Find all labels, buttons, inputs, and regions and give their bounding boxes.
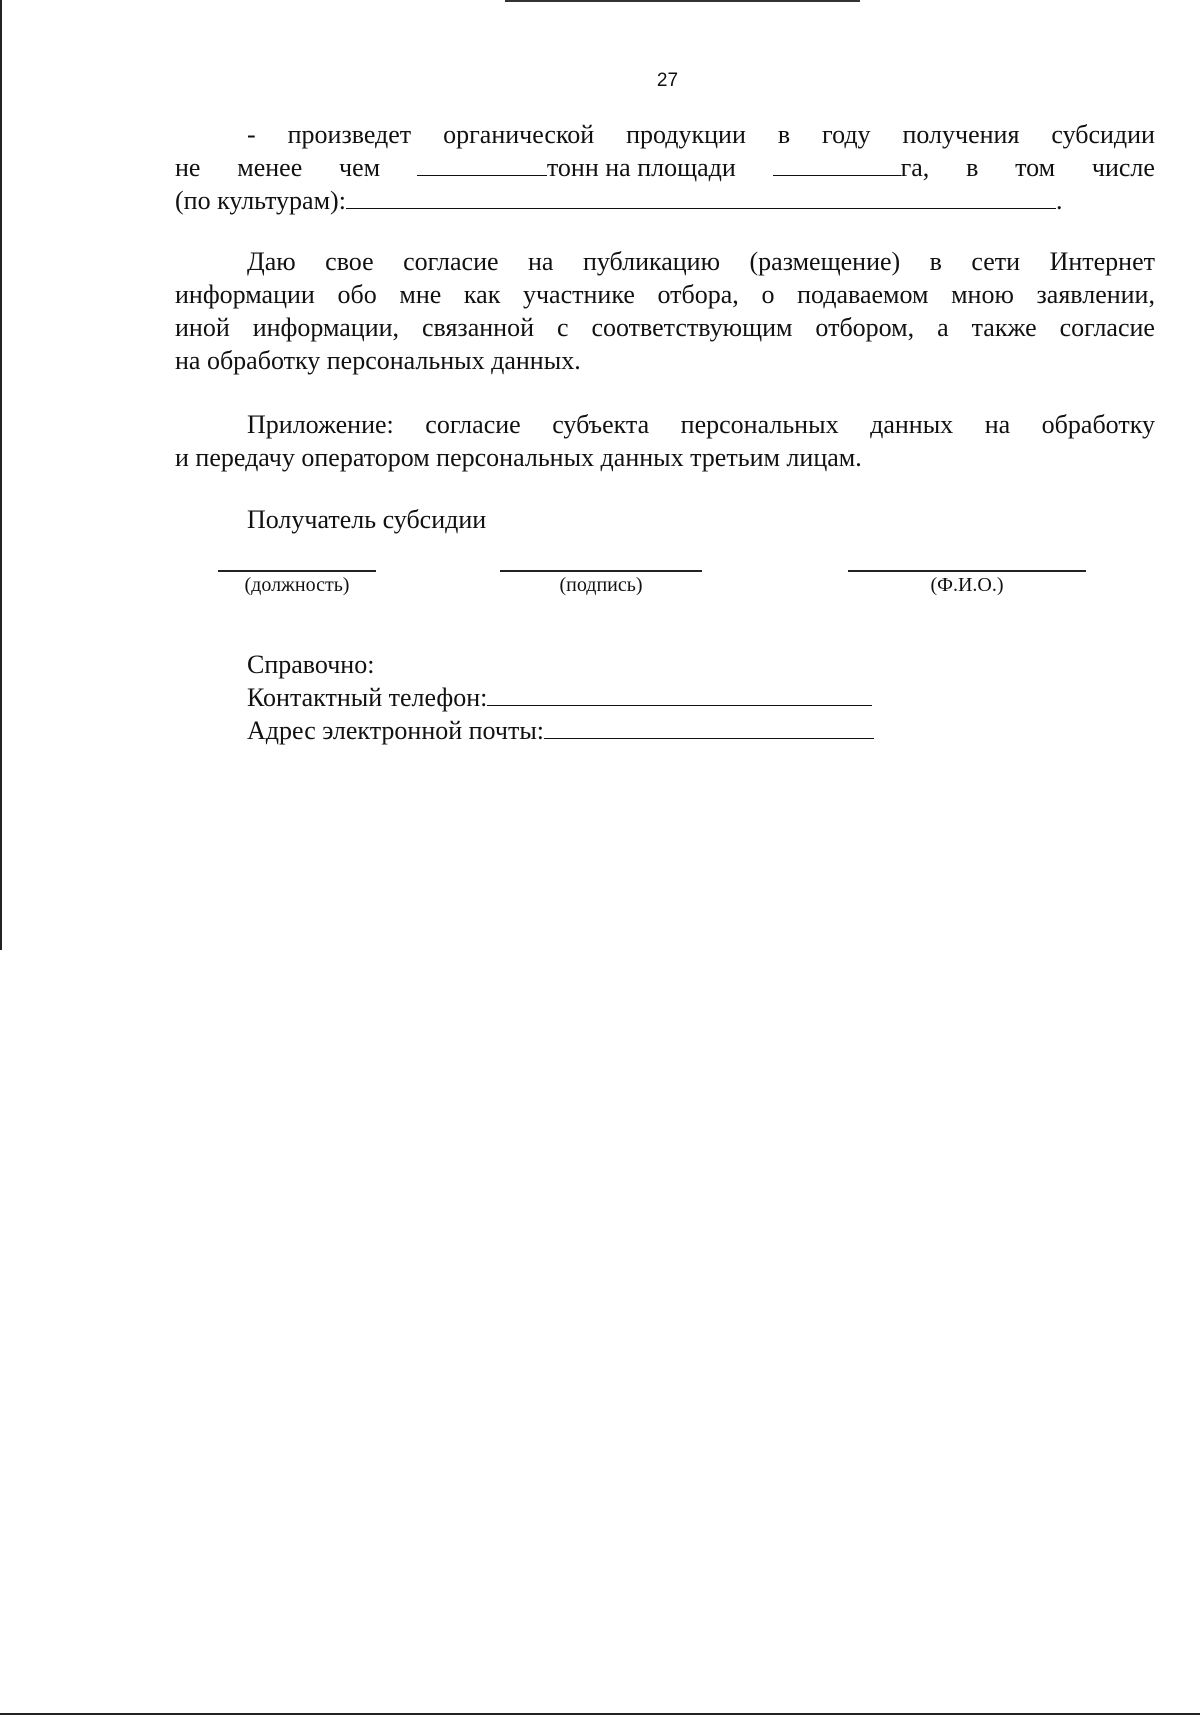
paragraph2-line2 <box>175 278 1155 311</box>
word: согласие <box>1059 313 1155 342</box>
word: менее <box>237 153 303 182</box>
scan-top-rule <box>505 0 860 2</box>
paragraph2-line1 <box>175 245 1155 278</box>
area-group <box>773 151 930 184</box>
phone-blank-field[interactable] <box>487 681 872 706</box>
email-blank-field[interactable] <box>544 714 874 739</box>
word: произведет <box>287 120 412 149</box>
email-row <box>247 714 874 747</box>
paragraph-consent <box>175 245 1155 377</box>
paragraph-attachment <box>175 408 1155 474</box>
word: Приложение: <box>247 410 394 439</box>
word: как <box>463 280 501 309</box>
word: соответствующим <box>591 313 793 342</box>
word: Даю <box>247 247 296 276</box>
word: году <box>822 120 871 149</box>
phone-label: Контактный телефон: <box>247 683 488 712</box>
word: отбором, <box>815 313 915 342</box>
reference-heading: Справочно: <box>247 650 375 679</box>
paragraph3-line1 <box>175 408 1155 441</box>
phone-row <box>247 681 872 714</box>
name-signature-line[interactable] <box>848 570 1086 572</box>
word: обработку <box>1041 410 1155 439</box>
word: - <box>247 120 256 149</box>
word: персональных <box>680 410 839 439</box>
word: информации <box>175 280 315 309</box>
crops-label: (по культурам): <box>175 186 346 215</box>
word: участнике <box>522 280 635 309</box>
word: (размещение) <box>749 247 901 276</box>
word: том <box>1015 153 1056 182</box>
hectare-text: га, <box>900 153 930 182</box>
word: отбора, <box>657 280 739 309</box>
word: числе <box>1091 153 1155 182</box>
signature-line[interactable] <box>500 570 702 572</box>
word: Интернет <box>1049 247 1155 276</box>
period: . <box>1055 186 1063 215</box>
scan-bottom-edge <box>0 1713 1200 1715</box>
word: согласие <box>403 247 499 276</box>
word: органической <box>443 120 595 149</box>
word: согласие <box>425 410 521 439</box>
word: заявлении, <box>1036 280 1155 309</box>
paragraph3-line2: и передачу оператором персональных данных третьим лицам. <box>175 443 862 472</box>
word: также <box>971 313 1037 342</box>
word: мною <box>951 280 1014 309</box>
word: в <box>777 120 791 149</box>
tonnage-group <box>417 151 736 184</box>
word: мне <box>399 280 442 309</box>
word: а <box>937 313 949 342</box>
area-blank-field[interactable] <box>773 151 901 176</box>
recipient-label: Получатель субсидии <box>247 505 487 534</box>
word: свое <box>325 247 374 276</box>
paragraph-organic-production <box>175 118 1155 217</box>
crops-blank-field[interactable] <box>346 184 1056 209</box>
paragraph1-line3 <box>175 184 1155 217</box>
paragraph1-line1 <box>175 118 1155 151</box>
word: публикацию <box>582 247 721 276</box>
position-caption: (должность) <box>244 574 350 596</box>
word: в <box>929 247 942 276</box>
word: не <box>175 153 201 182</box>
word: сети <box>971 247 1021 276</box>
email-label: Адрес электронной почты: <box>247 716 545 745</box>
word: информации, <box>252 313 400 342</box>
paragraph1-line2 <box>175 151 1155 184</box>
paragraph2-line4: на обработку персональных данных. <box>175 346 581 375</box>
page-number: 27 <box>656 70 679 91</box>
tonnage-blank-field[interactable] <box>417 151 547 176</box>
word: получения <box>902 120 1020 149</box>
word: подаваемом <box>797 280 929 309</box>
signature-caption: (подпись) <box>559 574 643 596</box>
word: обо <box>337 280 377 309</box>
paragraph2-line3 <box>175 311 1155 344</box>
tonnage-area-text: тонн на площади <box>546 153 736 182</box>
word: чем <box>339 153 381 182</box>
word: продукции <box>626 120 746 149</box>
word: данных <box>870 410 954 439</box>
scan-left-edge <box>0 0 2 950</box>
name-caption: (Ф.И.О.) <box>930 574 1004 596</box>
word: с <box>556 313 569 342</box>
word: иной <box>175 313 230 342</box>
word: на <box>984 410 1011 439</box>
position-signature-line[interactable] <box>218 570 376 572</box>
word: о <box>761 280 775 309</box>
word: в <box>966 153 979 182</box>
word: субъекта <box>552 410 650 439</box>
word: на <box>528 247 554 276</box>
word: субсидии <box>1051 120 1155 149</box>
word: связанной <box>422 313 534 342</box>
